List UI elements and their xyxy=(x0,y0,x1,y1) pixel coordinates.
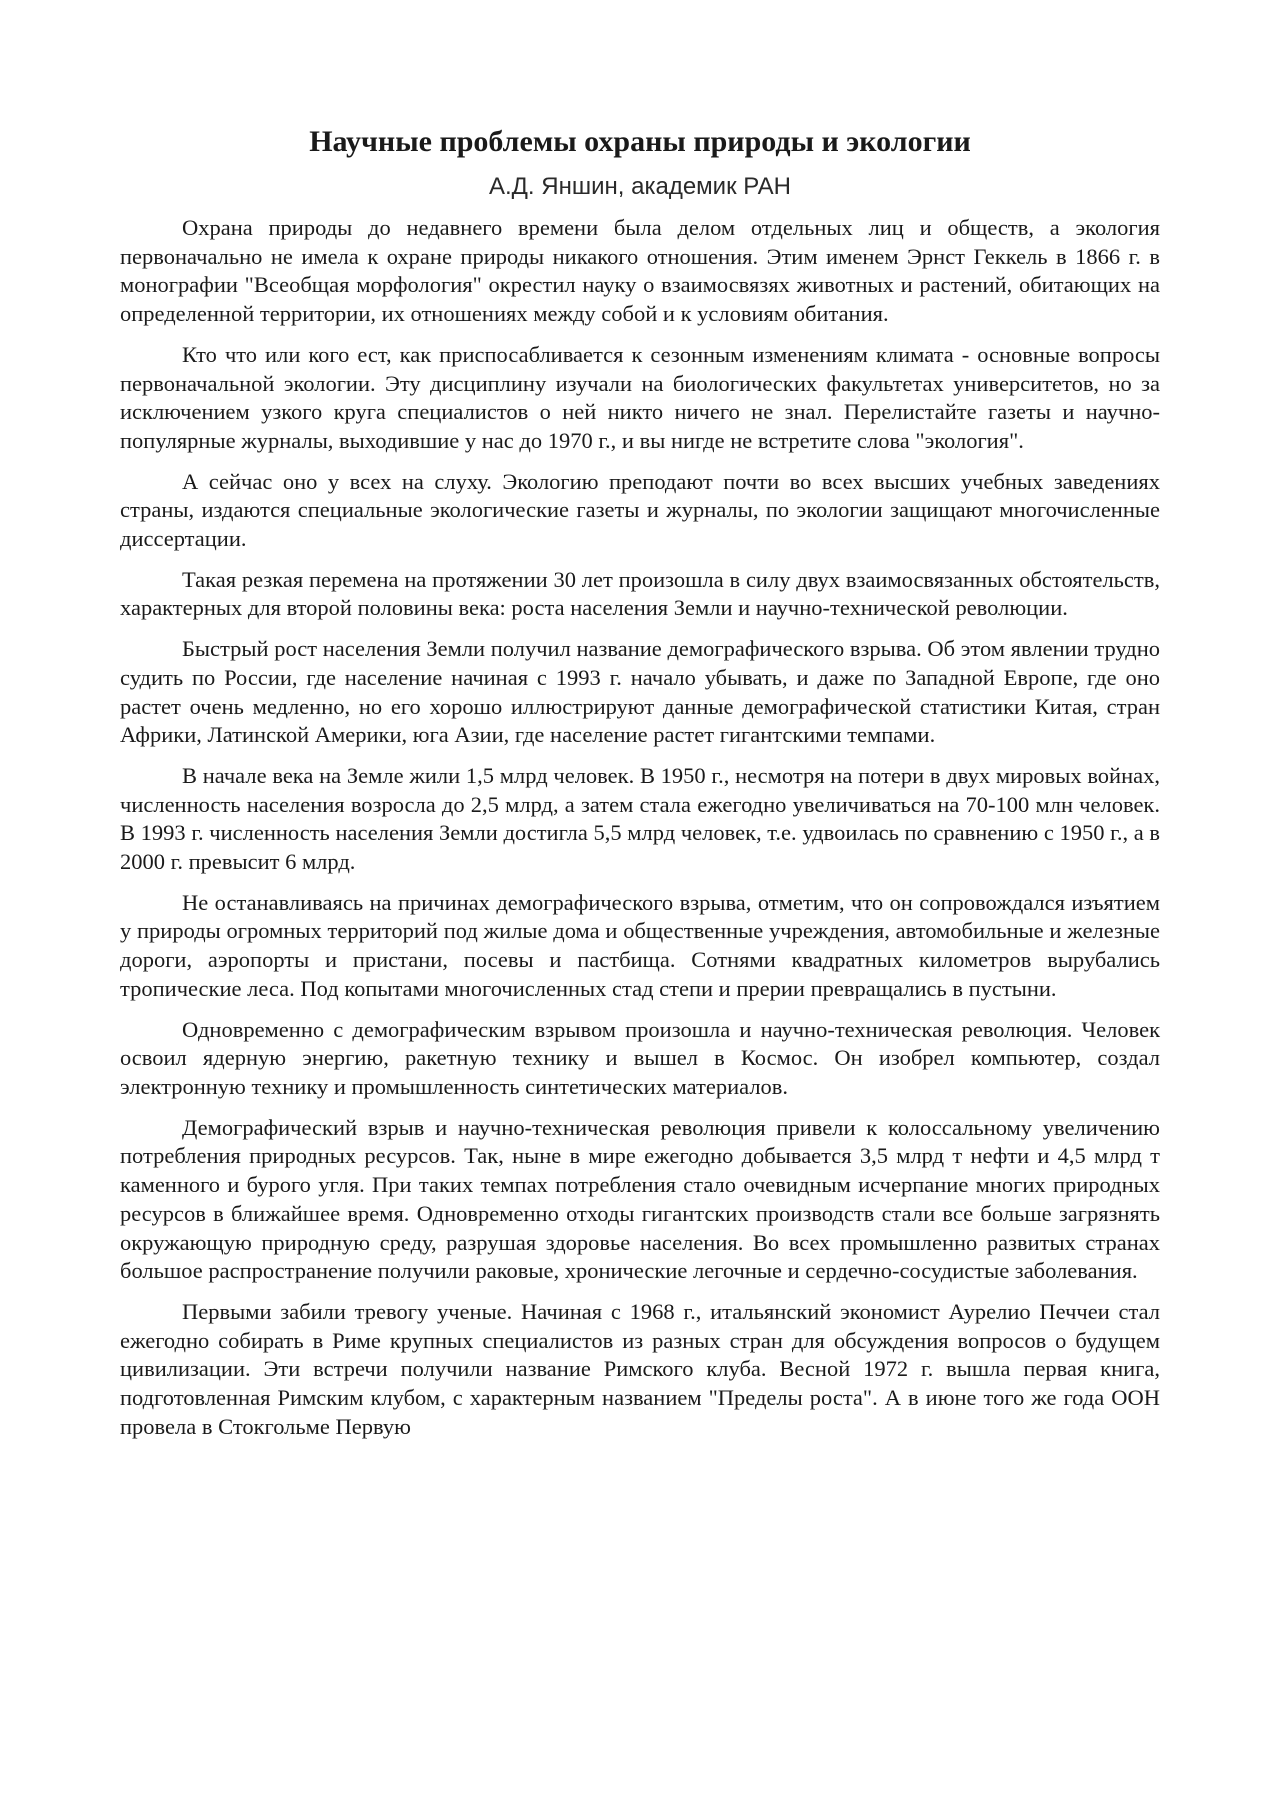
paragraph-7: Не останавливаясь на причинах демографического взрыва, отметим, что он сопровождался изъятием у природы огромных территорий под жилые дома и общественные учреждения, автомобильные и железные дороги, аэропорты и пристани, посевы и пастбища. Сотнями квадратных километров вырубались тропические леса. Под копытами многочисленных стад степи и прерии превращались в пустыни. xyxy=(120,889,1160,1001)
paragraph-4: Такая резкая перемена на протяжении 30 лет произошла в силу двух взаимосвязанных обстоятельств, характерных для второй половины века: роста населения Земли и научно-технической революции. xyxy=(120,566,1160,621)
paragraph-3: А сейчас оно у всех на слуху. Экологию преподают почти во всех высших учебных заведениях страны, издаются специальные экологические газеты и журналы, по экологии защищают многочисленные диссертации. xyxy=(120,468,1160,552)
article-body xyxy=(120,214,1160,1453)
author-line: А.Д. Яншин, академик РАН xyxy=(489,173,791,200)
paragraph-9: Демографический взрыв и научно-техническая революция привели к колоссальному увеличению потребления природных ресурсов. Так, ныне в мире ежегодно добывается 3,5 млрд т нефти и 4,5 млрд т каменного и бурого угля. При таких темпах потребления стало очевидным исчерпание многих природных ресурсов в ближайшее время. Одновременно отходы гигантских производств стали все больше загрязнять окружающую природную среду, разрушая здоровье населения. Во всех промышленно развитых странах большое распространение получили раковые, хронические легочные и сердечно-сосудистые заболевания. xyxy=(120,1114,1160,1284)
paragraph-8: Одновременно с демографическим взрывом произошла и научно-техническая революция. Человек освоил ядерную энергию, ракетную технику и вышел в Космос. Он изобрел компьютер, создал электронную технику и промышленность синтетических материалов. xyxy=(120,1016,1160,1099)
paragraph-1: Охрана природы до недавнего времени была делом отдельных лиц и обществ, а экология первоначально не имела к охране природы никакого отношения. Этим именем Эрнст Геккель в 1866 г. в монографии "Всеобщая морфология" окрестил науку о взаимосвязях животных и растений, обитающих на определенной территории, их отношениях между собой и к условиям обитания. xyxy=(120,215,1160,327)
paragraph-5: Быстрый рост населения Земли получил название демографического взрыва. Об этом явлении трудно судить по России, где население начиная с 1993 г. начало убывать, и даже по Западной Европе, где оно растет очень медленно, но его хорошо иллюстрируют данные демографической статистики Китая, стран Африки, Латинской Америки, юга Азии, где население растет гигантскими темпами. xyxy=(120,636,1160,748)
paragraph-6: В начале века на Земле жили 1,5 млрд человек. В 1950 г., несмотря на потери в двух мировых войнах, численность населения возросла до 2,5 млрд, а затем стала ежегодно увеличиваться на 70-100 млн человек. В 1993 г. численность населения Земли достигла 5,5 млрд человек, т.е. удвоилась по сравнению с 1950 г., а в 2000 г. превысит 6 млрд. xyxy=(120,762,1160,875)
document-title: Научные проблемы охраны природы и экологии xyxy=(309,125,971,158)
paragraph-2: Кто что или кого ест, как приспосабливается к сезонным изменениям климата - основные вопросы первоначальной экологии. Эту дисциплину изучали на биологических факультетах университетов, но за исключением узкого круга специалистов о ней никто ничего не знал. Перелистайте газеты и научно-популярные журналы, выходившие у нас до 1970 г., и вы нигде не встретите слова "экология". xyxy=(120,341,1160,453)
paragraph-10: Первыми забили тревогу ученые. Начиная с 1968 г., итальянский экономист Аурелио Печчеи стал ежегодно собирать в Риме крупных специалистов из разных стран для обсуждения вопросов о будущем цивилизации. Эти встречи получили название Римского клуба. Весной 1972 г. вышла первая книга, подготовленная Римским клубом, с характерным названием "Пределы роста". А в июне того же года ООН провела в Стокгольме Первую xyxy=(120,1298,1160,1439)
